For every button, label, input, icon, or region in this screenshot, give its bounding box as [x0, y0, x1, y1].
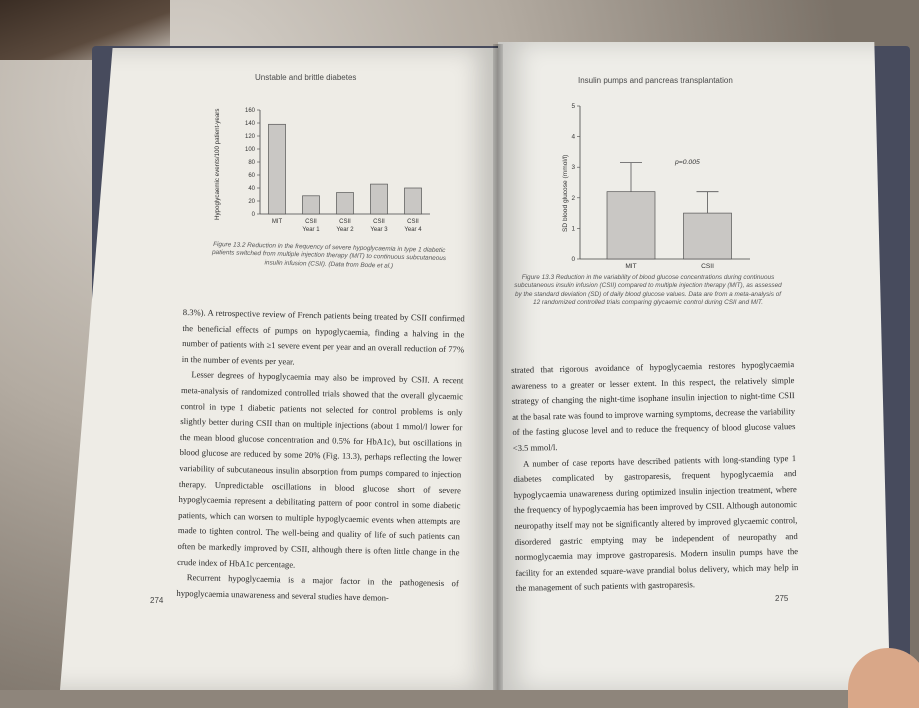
figure-13-2-caption: Figure 13.2 Reduction in the frequency of severe hypoglycaemia in type 1 diabetic patients switched from multiple injection therapy (MIT) to continuous subcutaneous insulin infusion (CSII). (Data from Bode et al.): [211, 240, 447, 270]
x-tick-label: CSII: [339, 219, 351, 225]
y-tick-label: 0: [251, 212, 255, 218]
p-value-annotation: p=0.005: [675, 159, 700, 166]
y-tick-label: 80: [248, 160, 255, 166]
paragraph: 8.3%). A retrospective review of French patients being treated by CSII confirmed the beneficial effects of pumps on hypoglycaemia, finding a halving in the number of patients with ≥1 severe event per year and an overall reduction of 77% in the number of events per year.: [181, 306, 465, 367]
bar: [303, 196, 320, 214]
y-tick-label: 0: [571, 256, 575, 263]
left-page-number: 274: [150, 596, 164, 605]
paragraph: Lesser degrees of hypoglycaemia may also be improved by CSII. A recent meta-analysis of randomized controlled trials showed that the overall glycaemic control in type 1 diabetic patients not selected for control problems is only slightly better during CSII than on multiple injections (about 1 mmol/l lower for the mean blood glucose concentration and 0.5% for HbA1c), but oscillations in blood glucose are reduced by some 20% (Fig. 13.3), perhaps reflecting the lower variability of subcutaneous insulin absorption from pumps compared to injection therapy. Unpredictable oscillations in blood glucose short of severe hypoglycaemia represent a debilitating pattern of poor control in some diabetic patients, which can worsen to multiple hypoglycaemic events when attempts are made to tighten control. The well-being and quality of life of such patients can often be markedly improved by CSII, although there is often little change in the crude index of HbA1c percentage.: [177, 369, 464, 570]
x-tick-label: MIT: [271, 219, 283, 225]
y-tick-label: 1: [571, 225, 575, 233]
x-tick-label: MIT: [625, 263, 637, 270]
y-tick-label: 160: [244, 108, 255, 114]
left-running-header: Unstable and brittle diabetes: [255, 73, 357, 82]
y-axis-label: SD blood glucose (mmol/l): [562, 154, 569, 232]
bar: [684, 213, 732, 259]
bar: [405, 188, 422, 214]
right-running-header: Insulin pumps and pancreas transplantation: [578, 76, 733, 85]
y-tick-label: 60: [248, 173, 255, 179]
paragraph: Recurrent hypoglycaemia is a major factor in the pathogenesis of hypoglycaemia unawareness and several studies have demon-: [176, 572, 459, 603]
bar: [371, 184, 388, 214]
paragraph: strated that rigorous avoidance of hypoglycaemia restores hypoglycaemia awareness to a greater or lesser extent. In this respect, the relatively simple strategy of changing the night-time isophane insulin injection to night-time CSII at the basal rate was found to improve warning symptoms, decrease the variability of the fasting glucose level and to reduce the frequency of blood glucose values <3.5 mmol/l.: [511, 359, 796, 453]
y-tick-label: 120: [244, 134, 255, 140]
bar: [269, 124, 286, 214]
x-tick-label: CSII: [305, 219, 317, 225]
y-tick-label: 2: [571, 194, 575, 202]
paragraph: A number of case reports have described patients with long-standing type 1 diabetes complicated by gastroparesis, frequent hypoglycaemia and hypoglycaemia unawareness during optimized insulin injection treatment, where the frequency of hypoglycaemia has been improved by CSII. Although autonomic neuropathy itself may not be significantly altered by improved glycaemic control, disordered gastric emptying may be independent of neuropathy and normoglycaemia may improve gastroparesis. Modern insulin pumps have the facility for an extended square-wave prandial bolus delivery, which may help in the management of such patients with gastroparesis.: [513, 452, 799, 594]
bar: [607, 192, 655, 259]
x-tick-label: Year 1: [302, 227, 320, 233]
x-tick-label: Year 4: [404, 227, 422, 233]
x-tick-label: CSII: [373, 219, 385, 225]
y-tick-label: 5: [571, 103, 575, 110]
figure-13-3-caption: Figure 13.3 Reduction in the variability of blood glucose concentrations during continuous subcutaneous insulin infusion (CSII) compared to multiple injection therapy (MIT), as assessed by the standard deviation (SD) of daily blood glucose values. Data are from a meta-analysis of 12 randomized controlled trials comparing glycaemic control during CSII and MIT.: [514, 274, 782, 307]
right-body-text: [511, 357, 799, 597]
y-tick-label: 4: [571, 133, 575, 141]
y-axis-label: Hypoglycaemic events/100 patient-years: [214, 108, 221, 220]
y-tick-label: 140: [244, 121, 255, 127]
figure-13-3-chart: [555, 100, 765, 272]
x-tick-label: CSII: [407, 219, 419, 225]
y-tick-label: 100: [244, 147, 255, 153]
left-body-text: [176, 305, 465, 608]
right-page-number: 275: [775, 594, 789, 603]
book-gutter: [493, 44, 503, 690]
x-tick-label: CSII: [701, 263, 714, 270]
x-tick-label: Year 2: [336, 227, 354, 233]
x-tick-label: Year 3: [370, 227, 388, 233]
y-tick-label: 3: [571, 164, 575, 172]
bar: [337, 193, 354, 214]
y-tick-label: 20: [248, 199, 255, 205]
y-tick-label: 40: [248, 186, 255, 192]
figure-13-2-chart: [205, 100, 435, 245]
